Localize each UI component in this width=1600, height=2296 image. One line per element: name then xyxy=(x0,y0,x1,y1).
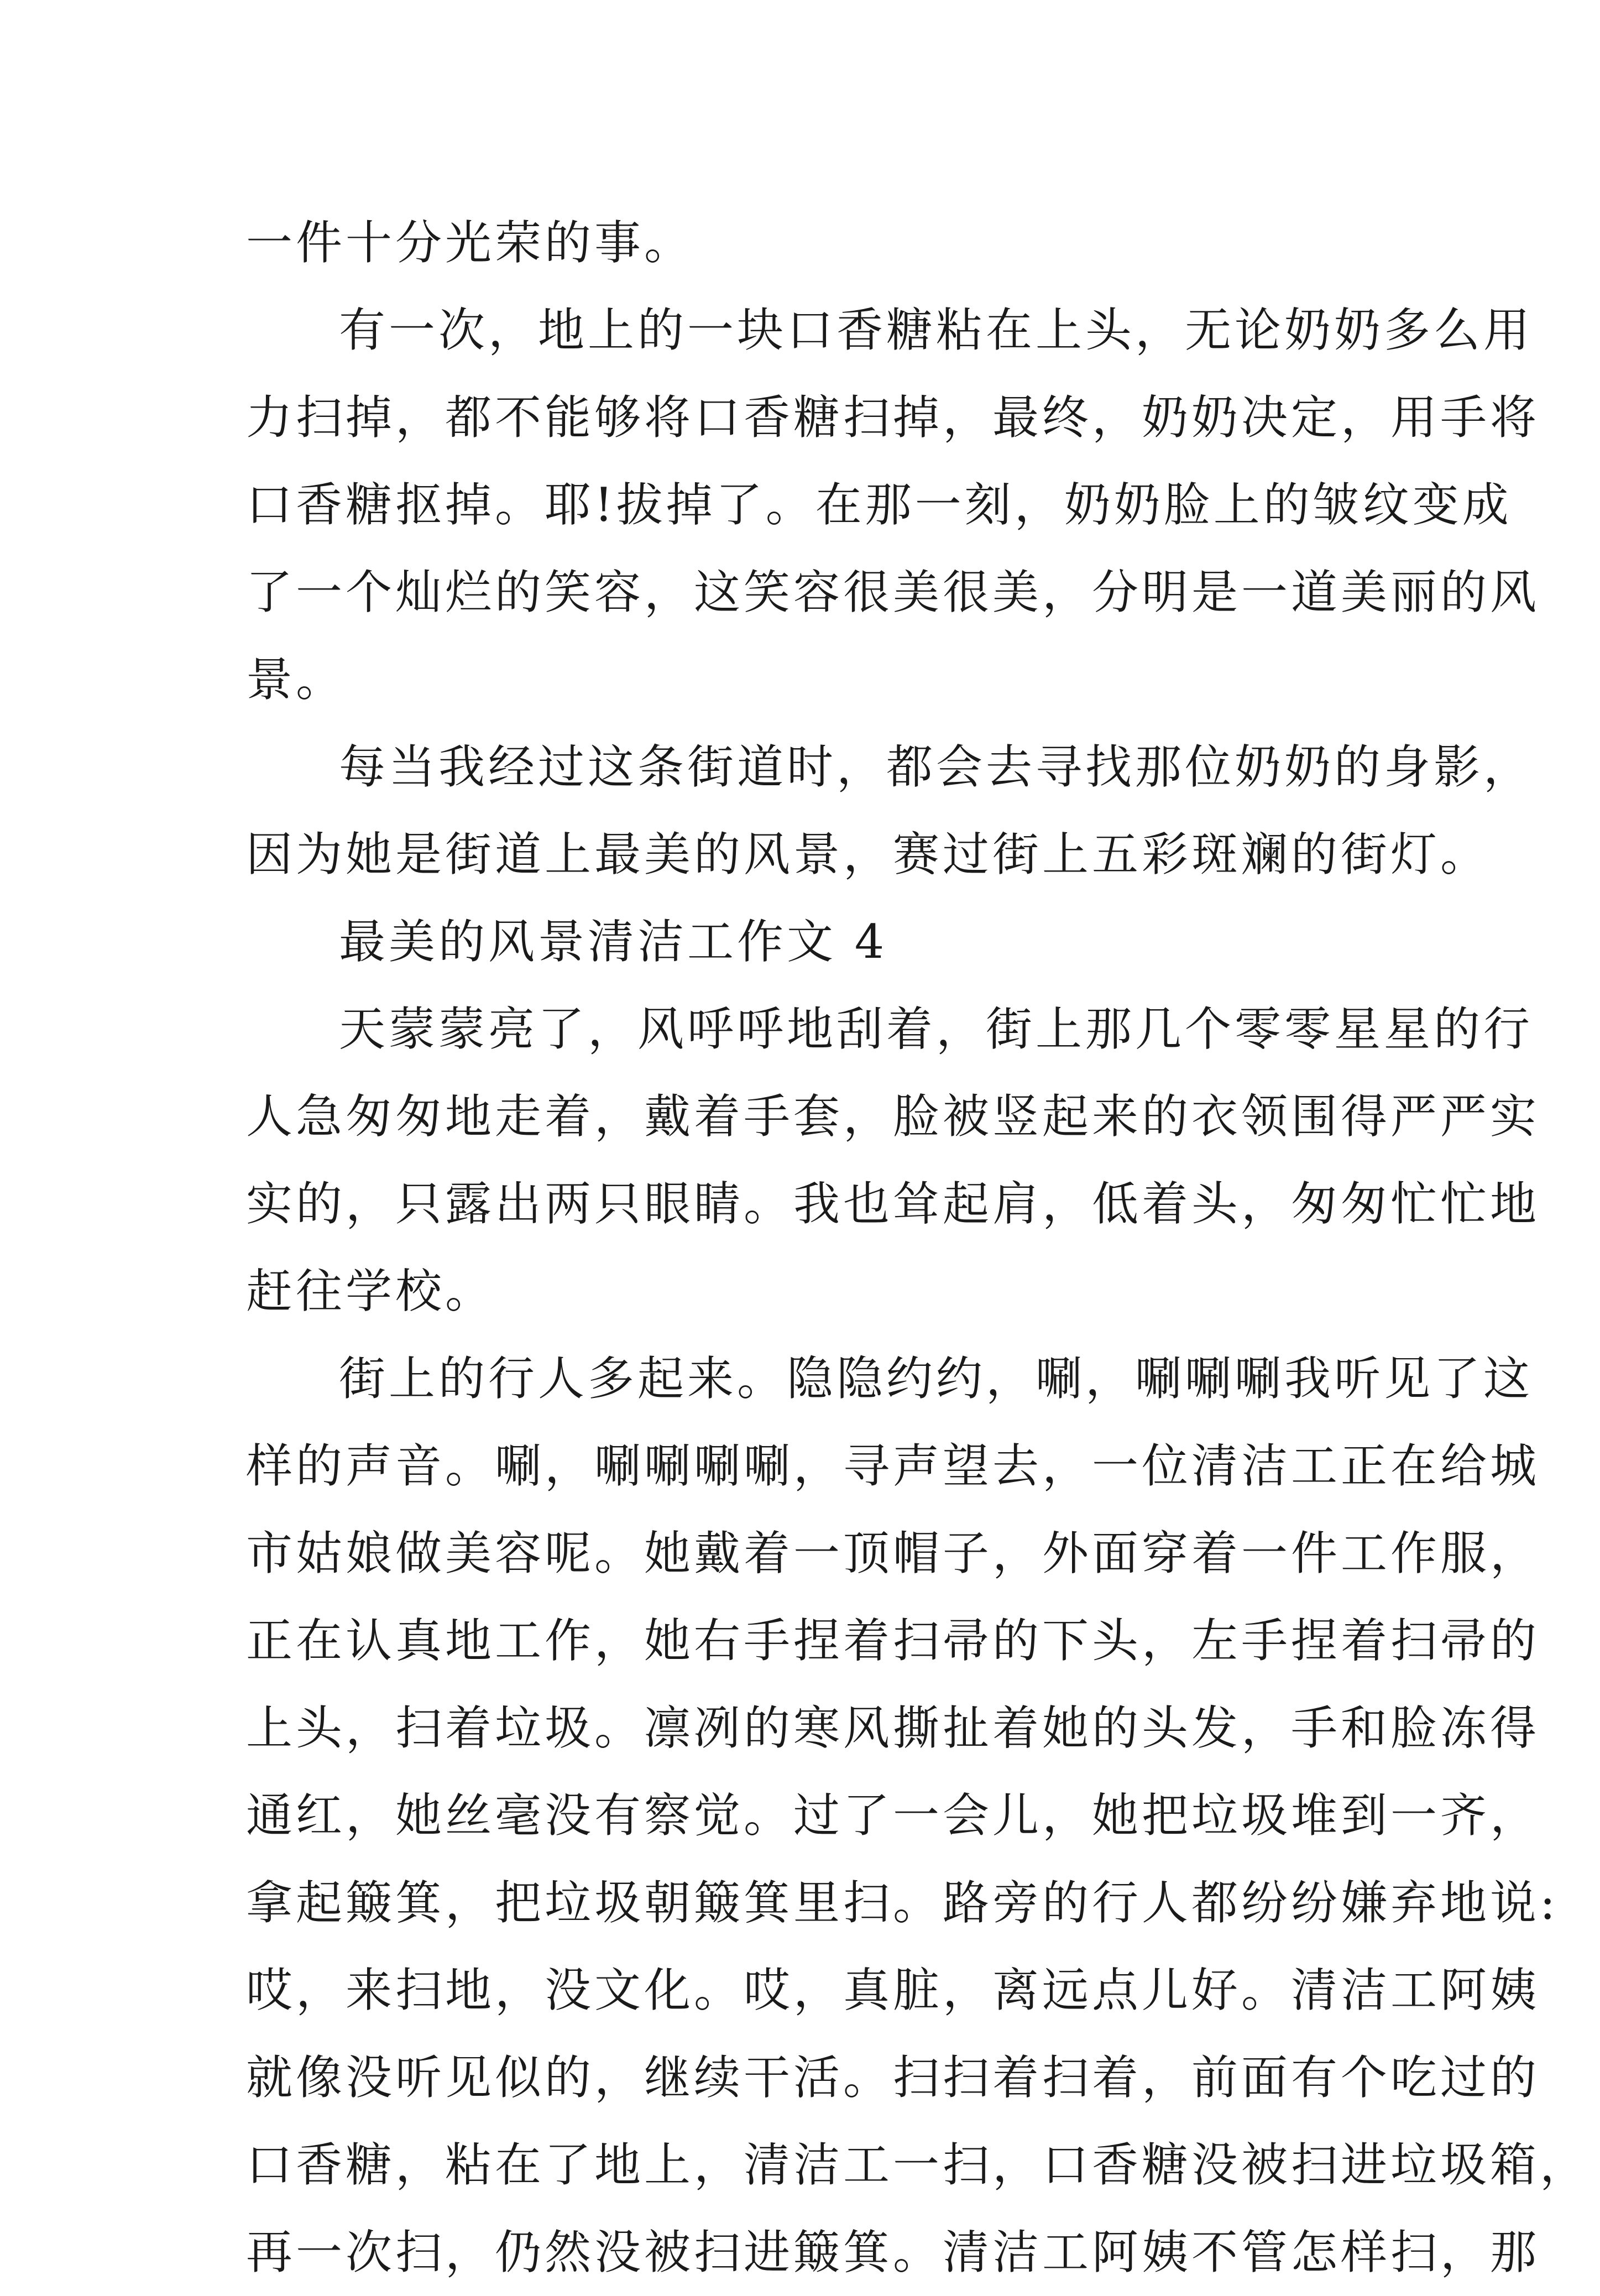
text-line: 实的，只露出两只眼睛。我也耸起肩，低着头，匆匆忙忙地 xyxy=(246,1177,1540,1231)
text-line: 一件十分光荣的事。 xyxy=(246,216,694,270)
text-line: 就像没听见似的，继续干活。扫扫着扫着，前面有个吃过的 xyxy=(246,2050,1540,2105)
text-line: 赶往学校。 xyxy=(246,1264,495,1318)
text-line: 每当我经过这条街道时，都会去寻找那位奶奶的身影， xyxy=(339,740,1534,794)
text-line: 因为她是街道上最美的风景，赛过街上五彩斑斓的街灯。 xyxy=(246,827,1491,881)
text-line: 街上的行人多起来。隐隐约约，唰，唰唰唰我听见了这 xyxy=(339,1351,1534,1406)
text-line: 景。 xyxy=(246,653,346,707)
body-text xyxy=(246,199,1590,2296)
text-line: 了一个灿烂的笑容，这笑容很美很美，分明是一道美丽的风 xyxy=(246,565,1540,619)
text-line: 哎，来扫地，没文化。哎，真脏，离远点儿好。清洁工阿姨 xyxy=(246,1963,1540,2017)
text-line: 人急匆匆地走着，戴着手套，脸被竖起来的衣领围得严严实 xyxy=(246,1089,1540,1144)
text-line: 再一次扫，仍然没被扫进簸箕。清洁工阿姨不管怎样扫，那 xyxy=(246,2225,1540,2279)
text-line: 通红，她丝毫没有察觉。过了一会儿，她把垃圾堆到一齐， xyxy=(246,1788,1540,1843)
text-line: 拿起簸箕，把垃圾朝簸箕里扫。路旁的行人都纷纷嫌弃地说: xyxy=(246,1876,1559,1930)
text-line: 有一次，地上的一块口香糖粘在上头，无论奶奶多么用 xyxy=(339,303,1534,357)
text-line: 正在认真地工作，她右手捏着扫帚的下头，左手捏着扫帚的 xyxy=(246,1614,1540,1668)
text-line: 口香糖抠掉。耶!拔掉了。在那一刻，奶奶脸上的皱纹变成 xyxy=(246,478,1512,532)
text-line: 上头，扫着垃圾。凛冽的寒风撕扯着她的头发，手和脸冻得 xyxy=(246,1701,1540,1755)
section-heading: 最美的风景清洁工作文 4 xyxy=(339,915,888,969)
text-line: 天蒙蒙亮了，风呼呼地刮着，街上那几个零零星星的行 xyxy=(339,1002,1534,1056)
text-line: 样的声音。唰，唰唰唰唰，寻声望去，一位清洁工正在给城 xyxy=(246,1439,1540,1493)
text-line: 口香糖，粘在了地上，清洁工一扫，口香糖没被扫进垃圾箱， xyxy=(246,2138,1590,2192)
text-line: 市姑娘做美容呢。她戴着一顶帽子，外面穿着一件工作服， xyxy=(246,1526,1540,1580)
text-line: 力扫掉，都不能够将口香糖扫掉，最终，奶奶决定，用手将 xyxy=(246,390,1540,445)
